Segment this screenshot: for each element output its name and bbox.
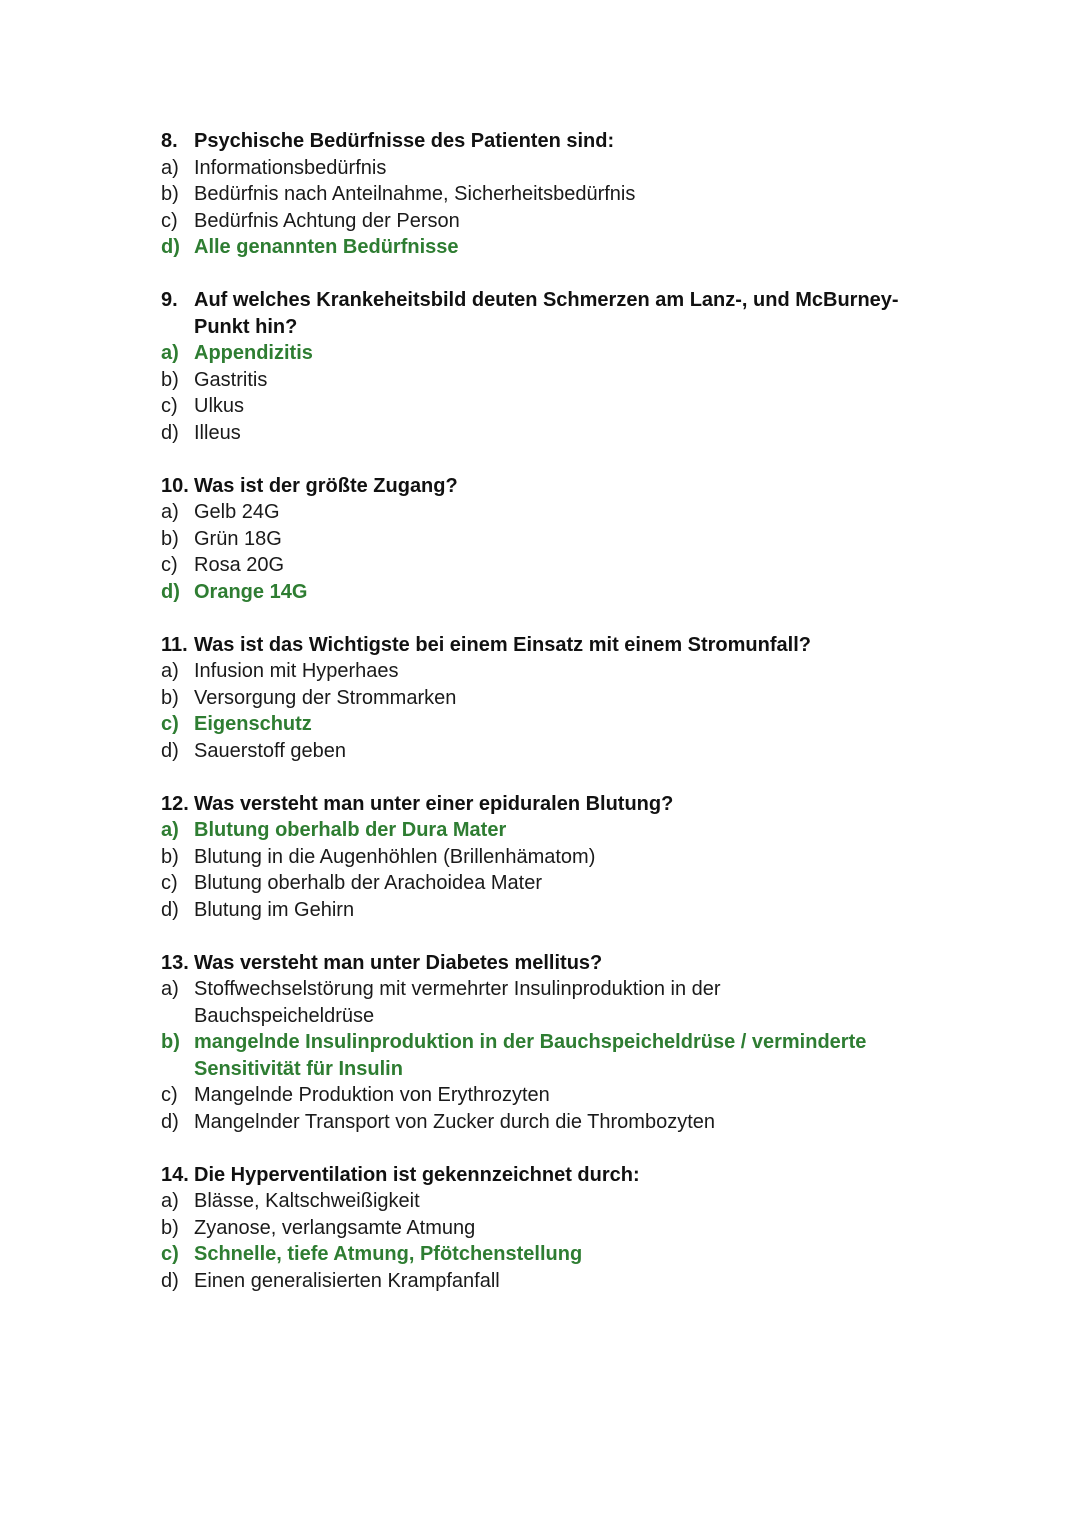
option-label: [161, 1003, 194, 1030]
option-label: a): [161, 819, 179, 841]
question-block: [161, 791, 961, 924]
answer-option: [161, 1082, 961, 1109]
option-text: Bedürfnis nach Anteilnahme, Sicherheitsbedürfnis: [194, 183, 636, 205]
option-text: Alle genannten Bedürfnisse: [194, 236, 459, 258]
answer-option: [161, 367, 961, 394]
option-text: Mangelnder Transport von Zucker durch die Thrombozyten: [194, 1110, 716, 1133]
question-line: [161, 314, 961, 341]
option-label: d): [161, 236, 180, 258]
question-block: [161, 287, 961, 446]
answer-option: [161, 738, 961, 765]
option-label: c): [161, 395, 178, 417]
answer-option: [161, 552, 961, 579]
question-text: Was ist das Wichtigste bei einem Einsatz mit einem Stromunfall?: [194, 633, 811, 656]
option-text: Orange 14G: [194, 580, 308, 603]
answer-option: [161, 1268, 961, 1295]
option-label: [161, 1056, 194, 1083]
answer-option: [161, 1188, 961, 1215]
option-label: b): [161, 183, 179, 205]
answer-option: [161, 1003, 961, 1030]
question-number: 14.: [161, 1163, 189, 1186]
question-number: 12.: [161, 792, 189, 815]
option-text: Blutung in die Augenhöhlen (Brillenhämatom): [194, 845, 596, 868]
option-label: c): [161, 554, 178, 576]
answer-option: [161, 870, 961, 897]
option-label: a): [161, 342, 179, 364]
answer-option: [161, 1215, 961, 1242]
question-block: [161, 632, 961, 765]
option-label: d): [161, 739, 179, 762]
question-text: Psychische Bedürfnisse des Patienten sind:: [194, 130, 615, 152]
option-text: Blutung im Gehirn: [194, 898, 355, 921]
answer-option: [161, 897, 961, 924]
option-label: b): [161, 686, 179, 709]
option-text: Informationsbedürfnis: [194, 156, 387, 179]
option-text: Rosa 20G: [194, 554, 285, 576]
option-text: Eigenschutz: [194, 713, 312, 735]
question-text: Punkt hin?: [194, 315, 298, 338]
answer-option-correct: [161, 1056, 961, 1083]
question-line: [161, 128, 961, 155]
answer-option-correct: [161, 340, 961, 367]
answer-option: [161, 499, 961, 526]
answer-option-correct: [161, 817, 961, 844]
answer-option: [161, 685, 961, 712]
option-label: a): [161, 978, 179, 1000]
option-label: c): [161, 1243, 179, 1265]
question-number: 10.: [161, 474, 189, 497]
quiz-document: [161, 128, 961, 1321]
option-label: b): [161, 1031, 180, 1053]
option-label: b): [161, 1216, 179, 1239]
question-line: [161, 791, 961, 818]
question-text: Auf welches Krankeheitsbild deuten Schmerzen am Lanz-, und McBurney-: [194, 289, 899, 311]
option-label: d): [161, 1269, 179, 1292]
answer-option: [161, 1109, 961, 1136]
option-text: Schnelle, tiefe Atmung, Pfötchenstellung: [194, 1243, 583, 1265]
option-label: a): [161, 156, 179, 179]
question-line: [161, 632, 961, 659]
answer-option: [161, 658, 961, 685]
answer-option-correct: [161, 1029, 961, 1056]
answer-option-correct: [161, 1241, 961, 1268]
option-label: d): [161, 1110, 179, 1133]
question-line: [161, 473, 961, 500]
option-label: c): [161, 713, 179, 735]
answer-option-correct: [161, 711, 961, 738]
question-block: [161, 128, 961, 261]
question-text: Was ist der größte Zugang?: [194, 474, 458, 497]
answer-option: [161, 420, 961, 447]
question-text: Die Hyperventilation ist gekennzeichnet durch:: [194, 1163, 640, 1186]
question-line: [161, 1162, 961, 1189]
option-text: Grün 18G: [194, 527, 282, 550]
answer-option: [161, 155, 961, 182]
answer-option: [161, 526, 961, 553]
option-text: Zyanose, verlangsamte Atmung: [194, 1216, 476, 1239]
option-text: Blässe, Kaltschweißigkeit: [194, 1190, 420, 1212]
option-text: mangelnde Insulinproduktion in der Bauchspeicheldrüse / verminderte: [194, 1031, 867, 1053]
answer-option: [161, 976, 961, 1003]
option-text: Gelb 24G: [194, 501, 280, 523]
question-block: [161, 1162, 961, 1295]
option-label: a): [161, 1190, 179, 1212]
option-text: Bedürfnis Achtung der Person: [194, 209, 460, 232]
option-label: a): [161, 501, 179, 523]
option-text: Mangelnde Produktion von Erythrozyten: [194, 1084, 550, 1106]
option-label: a): [161, 660, 179, 682]
option-text: Appendizitis: [194, 342, 313, 364]
option-text: Bauchspeicheldrüse: [194, 1004, 375, 1027]
option-text: Sensitivität für Insulin: [194, 1057, 403, 1080]
answer-option: [161, 844, 961, 871]
question-text: Was versteht man unter einer epiduralen Blutung?: [194, 792, 674, 815]
option-label: c): [161, 1084, 178, 1106]
question-number: 11.: [161, 633, 188, 656]
option-text: Stoffwechselstörung mit vermehrter Insulinproduktion in der: [194, 978, 721, 1000]
answer-option: [161, 393, 961, 420]
answer-option-correct: [161, 579, 961, 606]
option-text: Versorgung der Strommarken: [194, 686, 457, 709]
question-line: [161, 287, 961, 314]
question-block: [161, 473, 961, 606]
option-text: Illeus: [194, 421, 241, 444]
question-line: [161, 950, 961, 977]
option-label: c): [161, 209, 178, 232]
option-text: Sauerstoff geben: [194, 739, 346, 762]
option-label: b): [161, 368, 179, 391]
option-label: c): [161, 872, 178, 894]
answer-option: [161, 181, 961, 208]
question-number: 9.: [161, 289, 178, 311]
option-text: Einen generalisierten Krampfanfall: [194, 1269, 500, 1292]
question-number: 13.: [161, 951, 189, 974]
option-text: Ulkus: [194, 395, 245, 417]
option-label: d): [161, 898, 179, 921]
question-block: [161, 950, 961, 1136]
answer-option-correct: [161, 234, 961, 261]
option-label: b): [161, 527, 179, 550]
answer-option: [161, 208, 961, 235]
question-number: [161, 314, 194, 341]
option-text: Blutung oberhalb der Arachoidea Mater: [194, 872, 543, 894]
option-text: Infusion mit Hyperhaes: [194, 660, 399, 682]
option-text: Gastritis: [194, 368, 268, 391]
option-label: d): [161, 421, 179, 444]
option-text: Blutung oberhalb der Dura Mater: [194, 819, 507, 841]
option-label: d): [161, 580, 180, 603]
question-number: 8.: [161, 130, 178, 152]
option-label: b): [161, 845, 179, 868]
question-text: Was versteht man unter Diabetes mellitus?: [194, 951, 603, 974]
